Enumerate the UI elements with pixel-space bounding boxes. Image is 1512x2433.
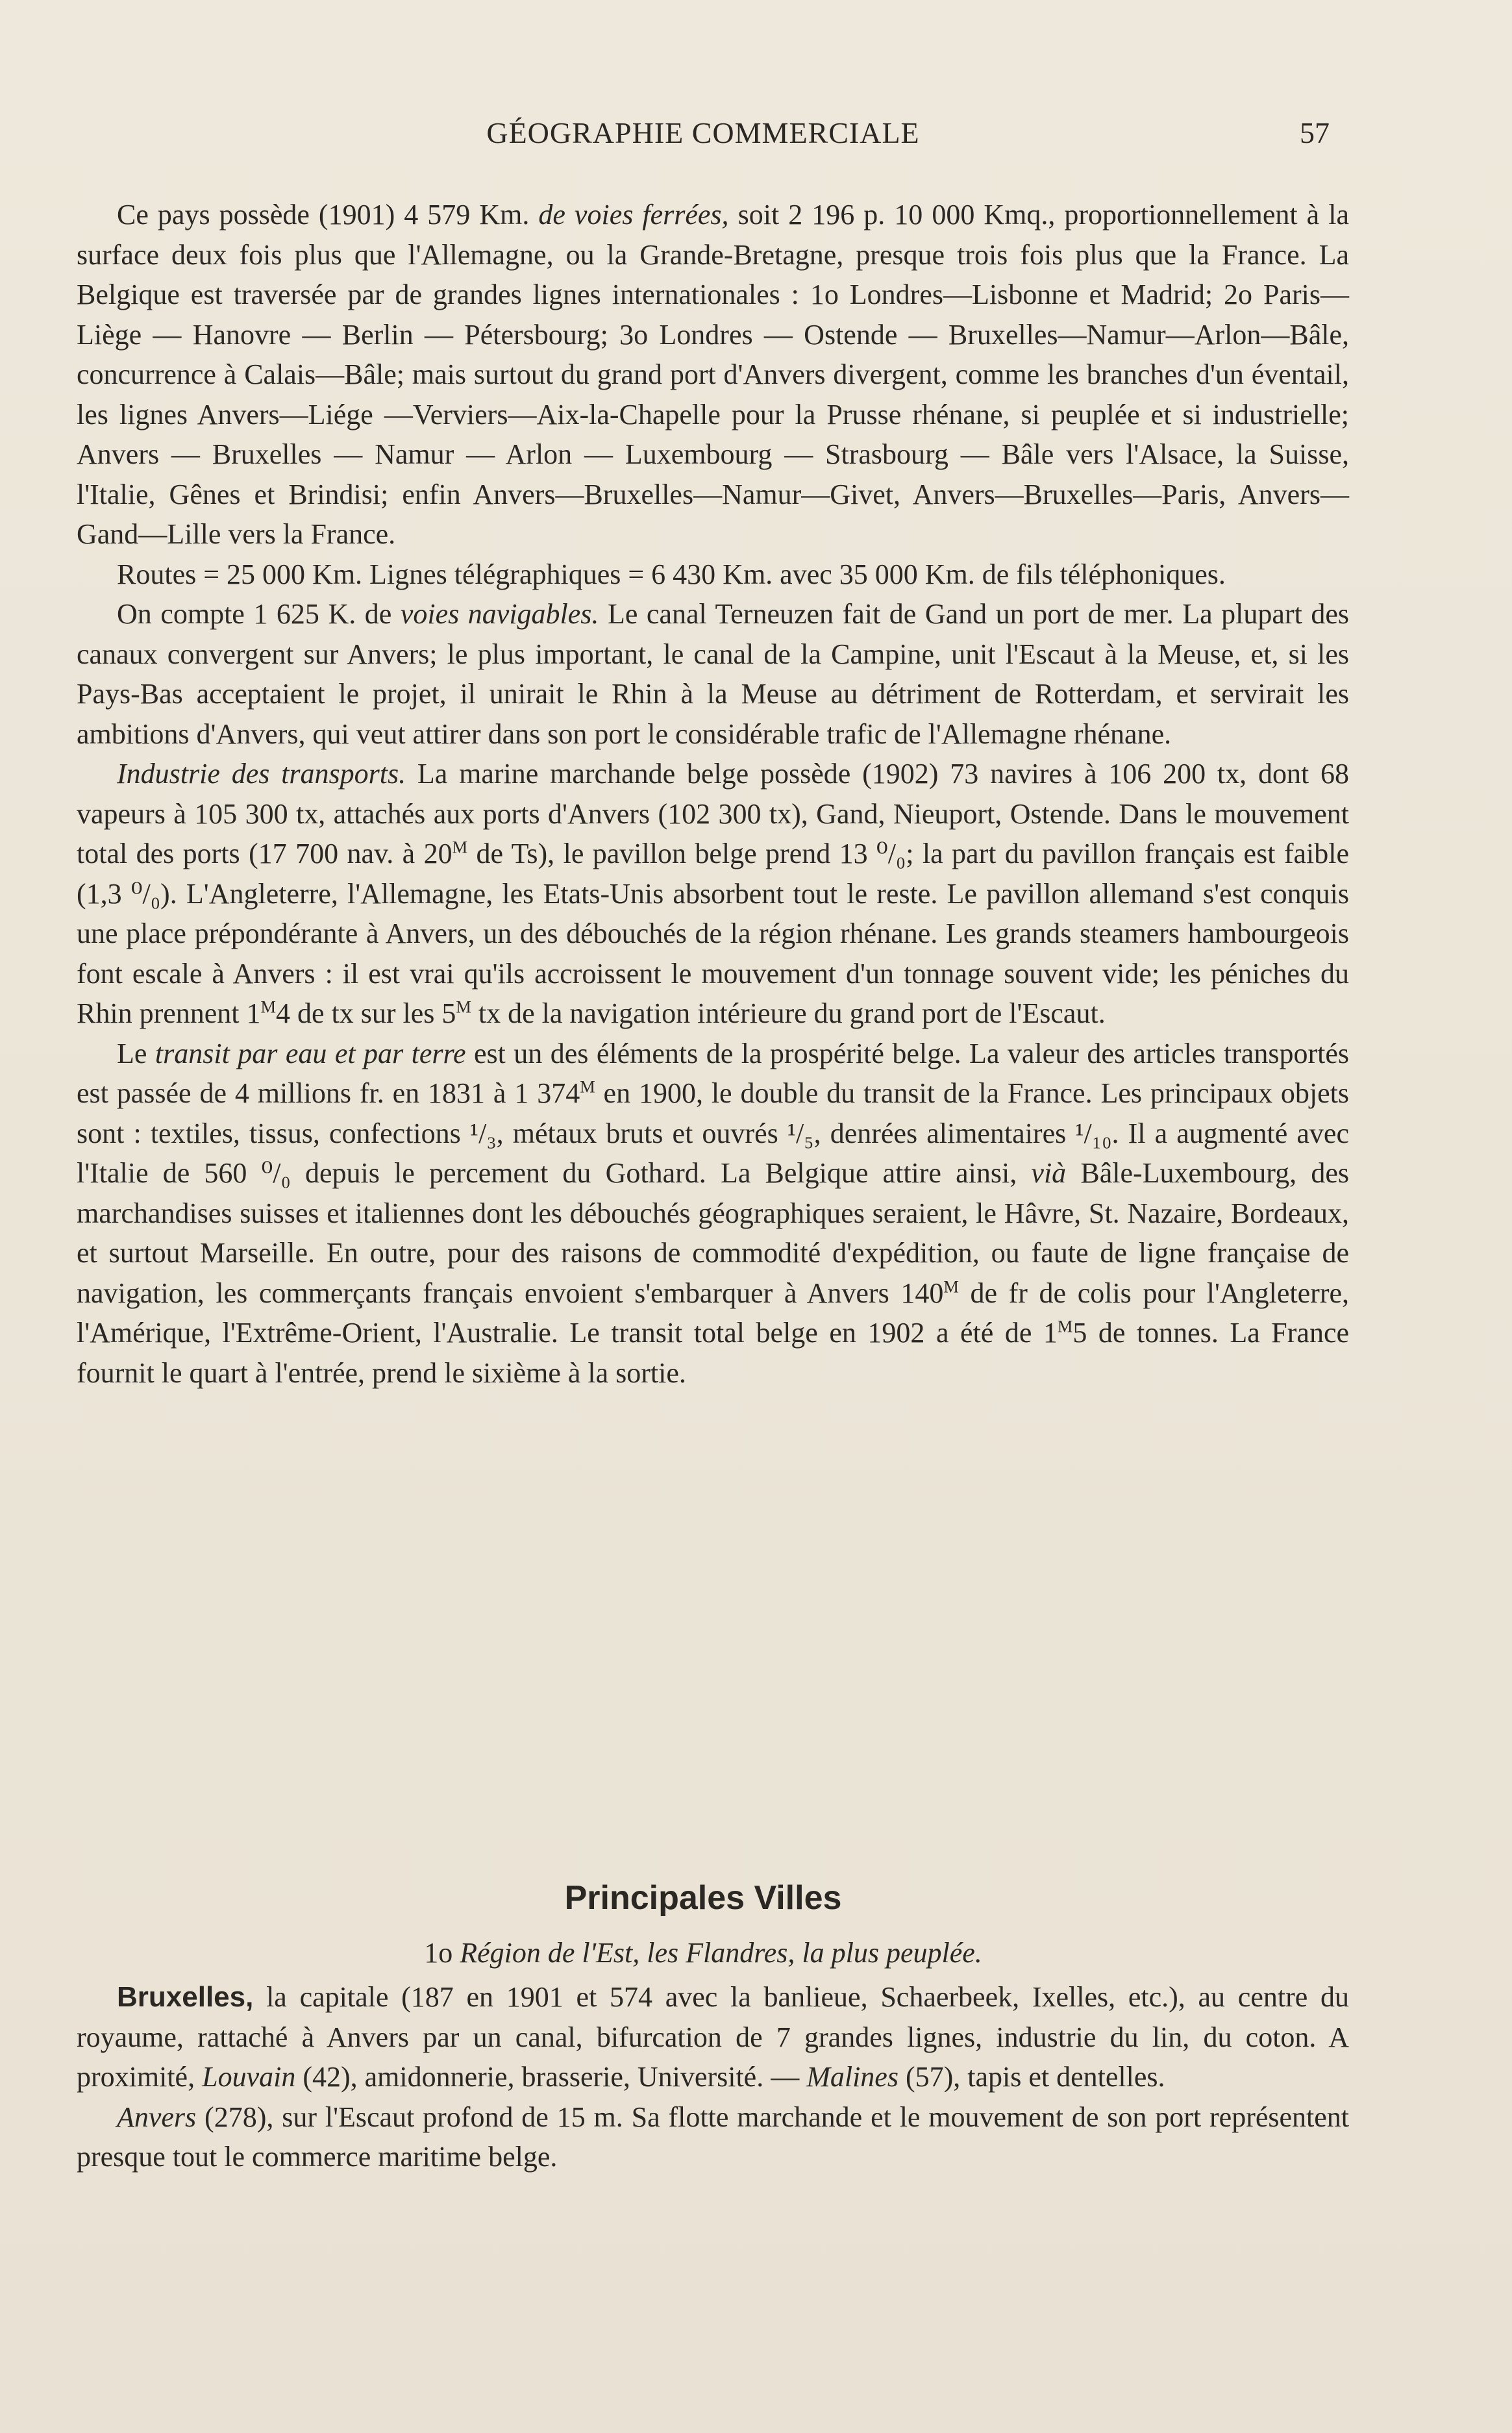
city-name-italic: Anvers xyxy=(117,2101,197,2133)
paragraph-roads: Routes = 25 000 Km. Lignes télégraphiques = 6 430 Km. avec 35 000 Km. de fils téléphoniques. xyxy=(117,558,1226,590)
cities-list xyxy=(77,1977,1349,2177)
italic-term: transit par eau et par terre xyxy=(155,1037,466,1069)
city-entry-bruxelles: Bruxelles, la capitale (187 en 1901 et 574 avec la banlieue, Schaerbeek, Ixelles, etc.), au centre du royaume, rattaché à Anvers par un canal, bifurcation de 7 grandes lignes, industrie du lin, du coton. A proximité, Louvain (42), amidonnerie, brasserie, Université. — Malines (57), tapis et dentelles. xyxy=(77,1981,1349,2093)
paragraph-waterways: On compte 1 625 K. de voies navigables. Le canal Terneuzen fait de Gand un port de mer. La plupart des canaux convergent sur Anvers; le plus important, le canal de la Campine, unit l'Escaut à la Meuse, et, si les Pays-Bas acceptaient le projet, il unirait le Rhin à la Meuse au détriment de Rotterdam, et servirait les ambitions d'Anvers, qui veut attirer dans son port le considérable trafic de l'Allemagne rhénane. xyxy=(77,598,1349,750)
city-name-italic: Louvain xyxy=(202,2061,296,2093)
paragraph-transit: Le transit par eau et par terre est un des éléments de la prospérité belge. La valeur des articles transportés est passée de 4 millions fr. en 1831 à 1 $374^M$ en 1900, le double du transit de la France. Les principaux objets sont : textiles, tissus, confections ¹/₃, métaux bruts et ouvrés ¹/₅, denrées alimentaires ¹/₁₀. Il a augmenté avec l'Italie de 560 ⁰/₀ depuis le percement du Gothard. La Belgique attire ainsi, vià Bâle-Luxembourg, des marchandises suisses et italiennes dont les débouchés géographiques seraient, le Hâvre, St. Nazaire, Bordeaux, et surtout Marseille. En outre, pour des raisons de commodité d'expédition, ou faute de ligne française de navigation, les commerçants français envoient s'embarquer à Anvers $140^M$ de fr de colis pour l'Angleterre, l'Amérique, l'Extrême-Orient, l'Australie. Le transit total belge en 1902 a été de $1^M5$ de tonnes. La France fournit le quart à l'entrée, prend le sixième à la sortie. xyxy=(77,1037,1350,1389)
running-title: GÉOGRAPHIE COMMERCIALE xyxy=(486,116,920,149)
page-number: 57 xyxy=(1300,116,1330,149)
body-text xyxy=(77,195,1349,1393)
city-name-italic: Malines xyxy=(806,2061,899,2093)
city-entry-anvers: Anvers (278), sur l'Escaut profond de 15 m. Sa flotte marchande et le mouvement de son port représentent presque tout le commerce maritime belge. xyxy=(77,2101,1349,2173)
italic-heading: Industrie des transports. xyxy=(117,758,406,790)
paragraph-railways: Ce pays possède (1901) 4 579 Km. de voies ferrées, soit 2 196 p. 10 000 Kmq., proportionnellement à la surface deux fois plus que l'Allemagne, ou la Grande-Bretagne, presque trois fois plus que la France. La Belgique est traversée par de grandes lignes internationales : 1o Londres—Lisbonne et Madrid; 2o Paris—Liège — Hanovre — Berlin — Pétersbourg; 3o Londres — Ostende — Bruxelles—Namur—Arlon—Bâle, concurrence à Calais—Bâle; mais surtout du grand port d'Anvers divergent, comme les branches d'un éventail, les lignes Anvers—Liége —Verviers—Aix-la-Chapelle pour la Prusse rhénane, si peuplée et si industrielle; Anvers — Bruxelles — Namur — Arlon — Luxembourg — Strasbourg — Bâle vers l'Alsace, la Suisse, l'Italie, Gênes et Brindisi; enfin Anvers—Bruxelles—Namur—Givet, Anvers—Bruxelles—Paris, Anvers—Gand—Lille vers la France. xyxy=(77,199,1349,550)
italic-term: voies navigables. xyxy=(400,598,599,630)
section-title: Principales Villes xyxy=(564,1879,842,1917)
paragraph-transport-industry: Industrie des transports. La marine marchande belge possède (1902) 73 navires à 106 200 tx, dont 68 vapeurs à 105 300 tx, attachés aux ports d'Anvers (102 300 tx), Gand, Nieuport, Ostende. Dans le mouvement total des ports (17 700 nav. à $20^M$ de Ts), le pavillon belge prend 13 ⁰/₀; la part du pavillon français est faible (1,3 ⁰/₀). L'Angleterre, l'Allemagne, les Etats-Unis absorbent tout le reste. Le pavillon allemand s'est conquis une place prépondérante à Anvers, un des débouchés de la région rhénane. Les grands steamers hambourgeois font escale à Anvers : il est vrai qu'ils accroissent le mouvement d'un tonnage souvent vide; les péniches du Rhin prennent $1^M4$ de tx sur les $5^M$ tx de la navigation intérieure du grand port de l'Escaut. xyxy=(77,758,1349,1029)
subsection-title: 1o Région de l'Est, les Flandres, la plus peuplée. xyxy=(424,1937,982,1969)
running-head xyxy=(77,116,1330,161)
italic-term: vià xyxy=(1031,1157,1067,1189)
city-name: Bruxelles, xyxy=(117,1981,254,2013)
italic-term: de voies ferrées, xyxy=(538,199,729,231)
